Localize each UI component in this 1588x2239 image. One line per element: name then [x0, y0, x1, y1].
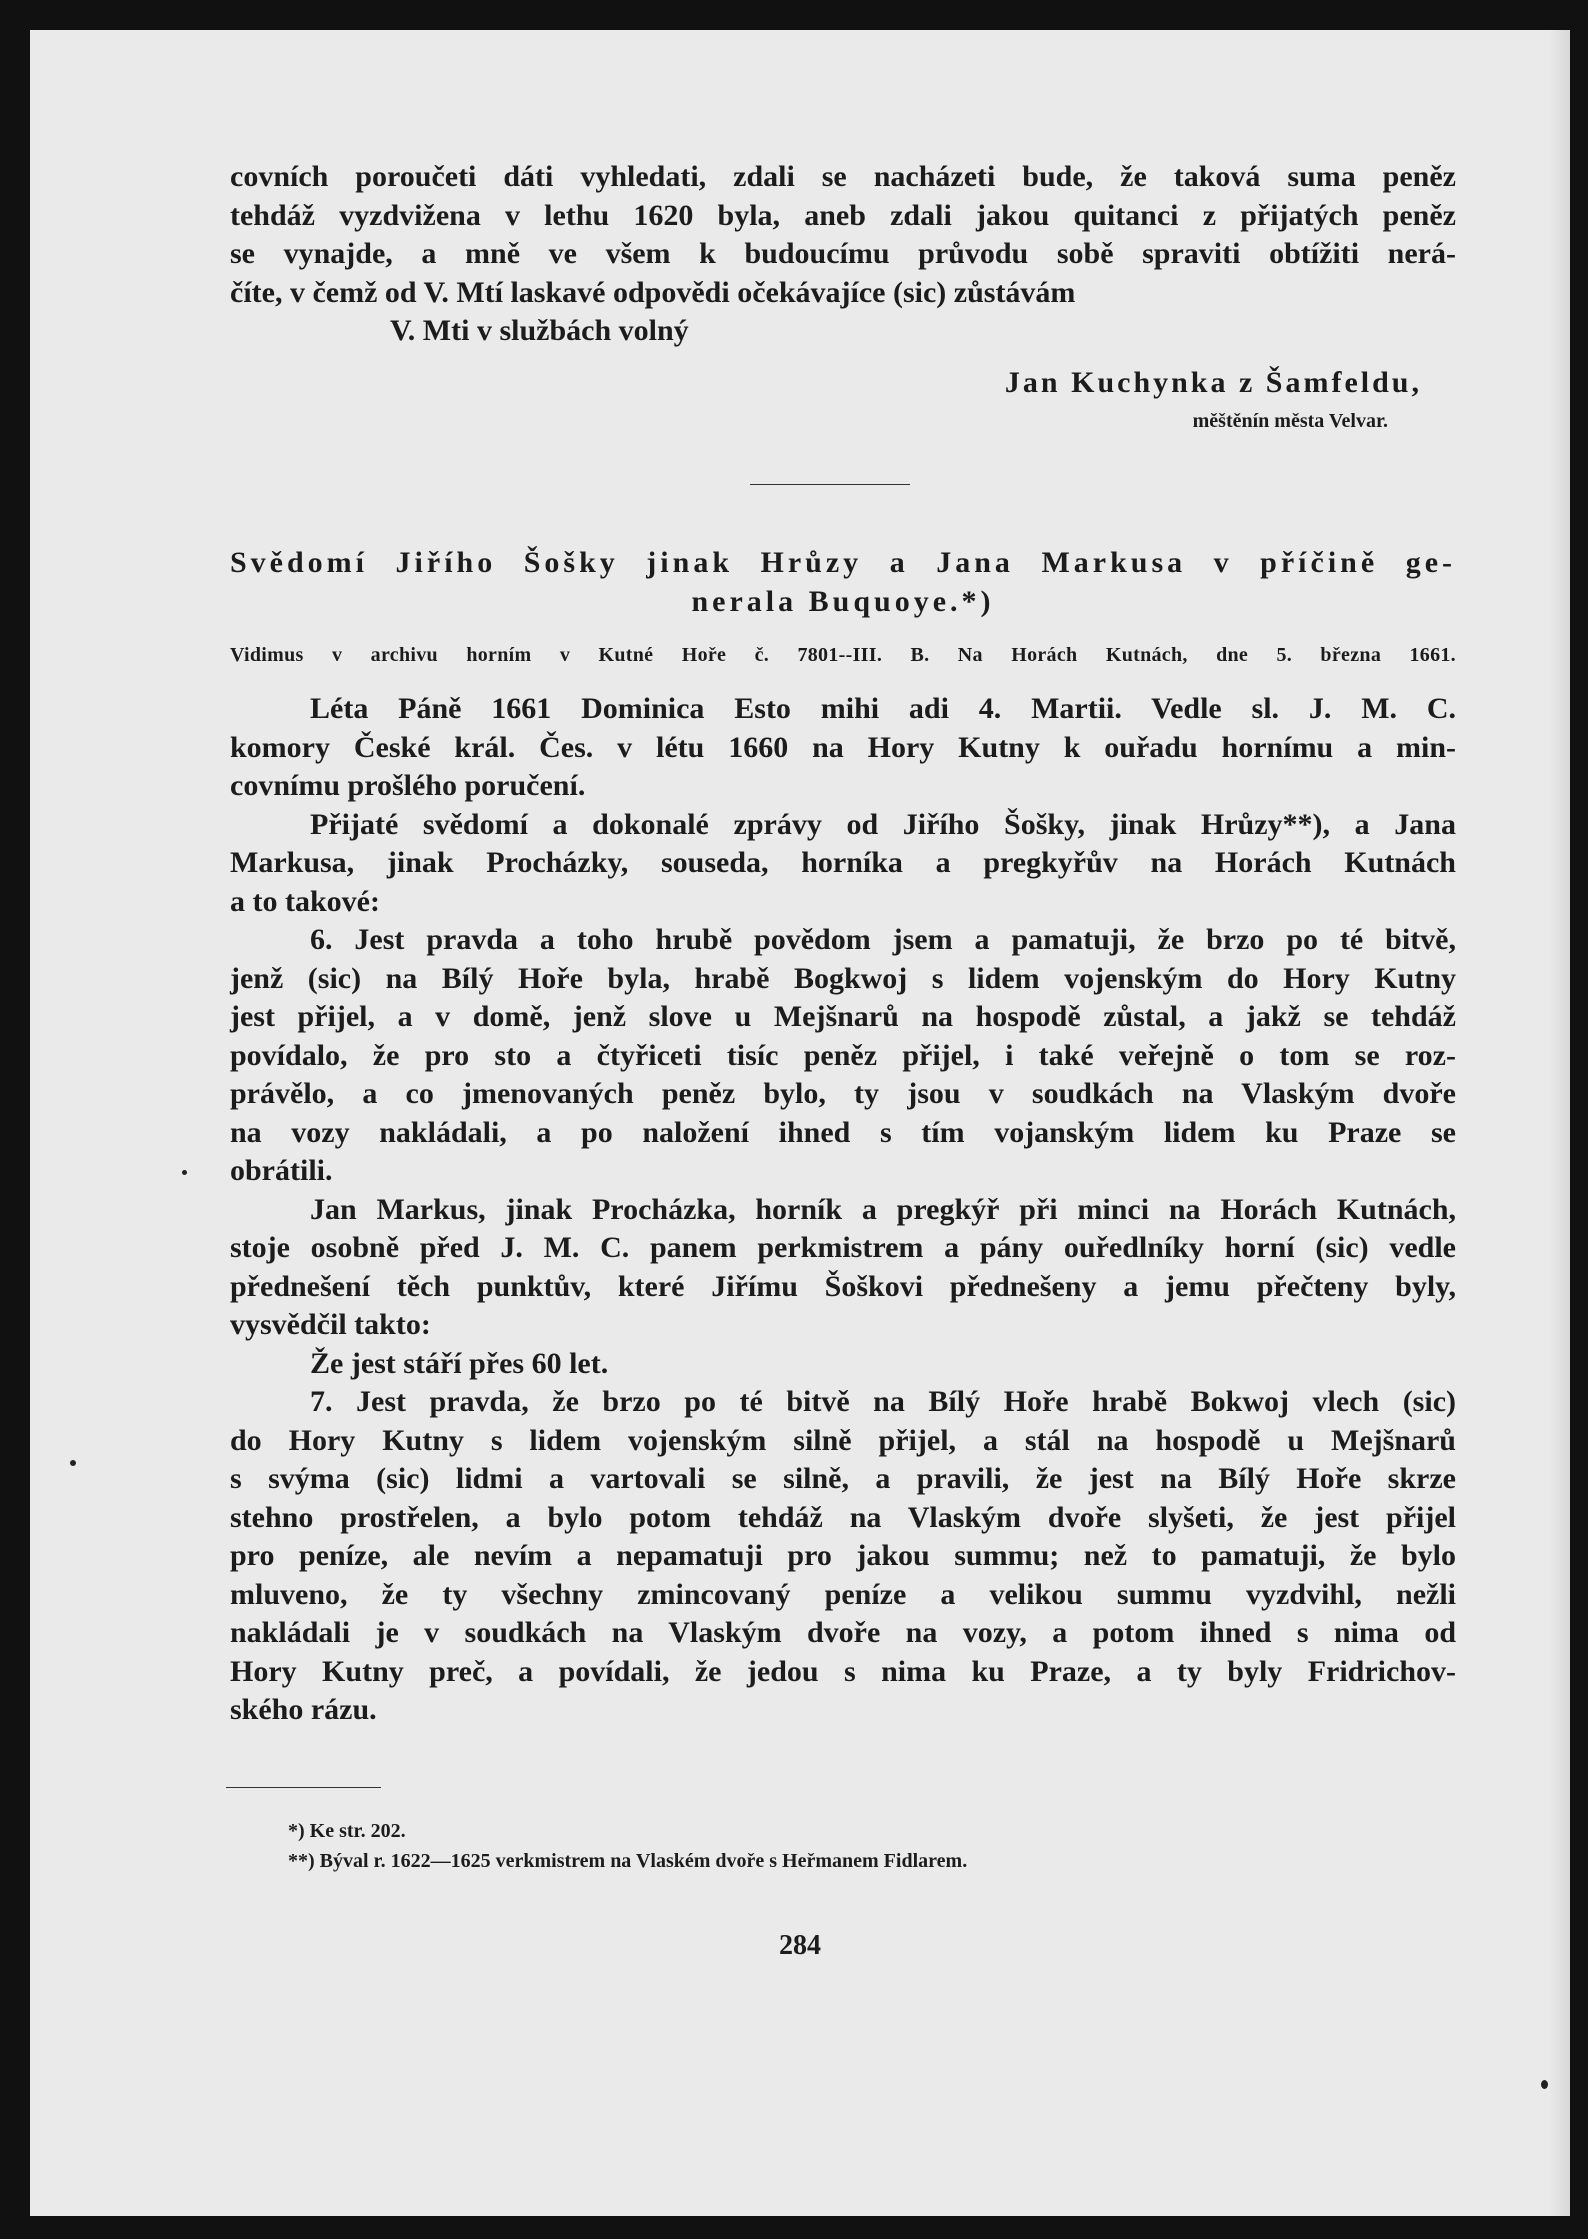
text-line: komory České král. Čes. v létu 1660 na Hory Kutny k ouřadu hornímu a min- [230, 730, 1456, 764]
separator-rule [750, 484, 910, 485]
paragraph [230, 921, 1456, 1191]
text-line: Přijaté svědomí a dokonalé zprávy od Jiřího Šošky, jinak Hrůzy**), a Jana [310, 807, 1456, 841]
text-line: vysvědčil takto: [230, 1308, 431, 1341]
text-line: mluveno, že ty všechny zmincovaný peníze a velikou summu vyzdvihl, nežli [230, 1577, 1456, 1611]
text-line: covnímu prošlého poručení. [230, 769, 586, 802]
paragraph [230, 690, 1456, 806]
text-line: 6. Jest pravda a toho hrubě povědom jsem a pamatuji, že brzo po té bitvě, [310, 923, 1456, 956]
text-line: povídalo, že pro sto a čtyřiceti tisíc peněz přijel, i také veřejně o tom se roz- [230, 1038, 1456, 1072]
footnote-rule [226, 1787, 381, 1788]
text-line: obrátili. [230, 1154, 333, 1187]
signature-title: měštěnín města Velvar. [1192, 410, 1388, 432]
letter-end [230, 158, 1456, 351]
text-line: Že jest stáří přes 60 let. [310, 1346, 609, 1380]
page-sheet [30, 30, 1570, 2216]
text-line: do Hory Kutny s lidem vojenským silně přijel, a stál na hospodě u Mejšnarů [230, 1423, 1456, 1457]
text-line: Markusa, jinak Procházky, souseda, horníka a pregkyřův na Horách Kutnách [230, 846, 1456, 879]
section-title-line: Svědomí Jiřího Šošky jinak Hrůzy a Jana Markusa v příčině ge- [230, 546, 1456, 579]
paragraph [230, 1191, 1456, 1345]
paragraph [230, 1345, 1456, 1384]
scan-speck [1541, 2080, 1548, 2089]
text-line: právělo, a co jmenovaných peněz bylo, ty jsou v soudkách na Vlaským dvoře [230, 1077, 1456, 1110]
text-line: přednešení těch punktův, které Jiřímu Šoškovi přednešeny a jemu přečteny byly, [230, 1269, 1456, 1303]
text-line: 7. Jest pravda, že brzo po té bitvě na Bílý Hoře hrabě Bokwoj vlech (sic) [310, 1385, 1456, 1418]
text-line: jenž (sic) na Bílý Hoře byla, hrabě Bogkwoj s lidem vojenským do Hory Kutny [230, 961, 1456, 995]
text-line: pro peníze, ale nevím a nepamatuji pro jakou summu; než to pamatuji, že bylo [230, 1539, 1456, 1572]
text-line: Jan Markus, jinak Procházka, horník a pregkýř při minci na Horách Kutnách, [310, 1192, 1456, 1226]
text-line: Hory Kutny preč, a povídali, že jedou s nima ku Praze, a ty byly Fridrichov- [230, 1654, 1456, 1688]
text-line: nakládali je v soudkách na Vlaským dvoře na vozy, a potom ihned s nima od [230, 1616, 1456, 1649]
letter-line: tehdáž vyzdvižena v lethu 1620 byla, aneb zdali jakou quitanci z přijatých peněz [230, 198, 1456, 232]
source-note [230, 642, 1456, 668]
signature-name: Jan Kuchynka z Šamfeldu, [1004, 366, 1422, 399]
footnote: *) Ke str. 202. [288, 1820, 406, 1842]
scan-speck [70, 1460, 76, 1466]
paragraph [230, 806, 1456, 922]
letter-line: covních poroučeti dáti vyhledati, zdali se nacházeti bude, že taková suma peněz [230, 160, 1456, 193]
scan-speck [182, 1170, 187, 1175]
text-line: na vozy nakládali, a po naložení ihned s tím vojanským lidem ku Praze se [230, 1115, 1456, 1149]
footnote: **) Býval r. 1622—1625 verkmistrem na Vlaském dvoře s Heřmanem Fidlarem. [288, 1850, 968, 1872]
section-title [230, 544, 1456, 621]
paragraph [230, 1383, 1456, 1730]
letter-line: se vynajde, a mně ve všem k budoucímu průvodu sobě spraviti obtížiti nerá- [230, 237, 1456, 270]
text-line: s svýma (sic) lidmi a vartovali se silně, a pravili, že jest na Bílý Hoře skrze [230, 1462, 1456, 1495]
text-line: stehno prostřelen, a bylo potom tehdáž na Vlaským dvoře slyšeti, že jest přijel [230, 1500, 1456, 1534]
text-line: Léta Páně 1661 Dominica Esto mihi adi 4. Martii. Vedle sl. J. M. C. [310, 692, 1456, 725]
section-title-line: nerala Buquoye.*) [691, 584, 995, 618]
letter-line: číte, v čemž od V. Mtí laskavé odpovědi očekávajíce (sic) zůstávám [230, 275, 1076, 309]
text-line: a to takové: [230, 884, 380, 918]
text-line: ského rázu. [230, 1693, 377, 1726]
text-line: stoje osobně před J. M. C. panem perkmistrem a pány ouředlníky horní (sic) vedle [230, 1231, 1456, 1264]
text-line: jest přijel, a v domě, jenž slove u Mejšnarů na hospodě zůstal, a jakž se tehdáž [230, 1000, 1456, 1033]
source-line: Vidimus v archivu horním v Kutné Hoře č. 7801--III. B. Na Horách Kutnách, dne 5. března 1661. [230, 644, 1456, 666]
page-number: 284 [779, 1930, 821, 1961]
letter-closing: V. Mti v službách volný [390, 314, 689, 347]
body-text [230, 690, 1456, 1730]
